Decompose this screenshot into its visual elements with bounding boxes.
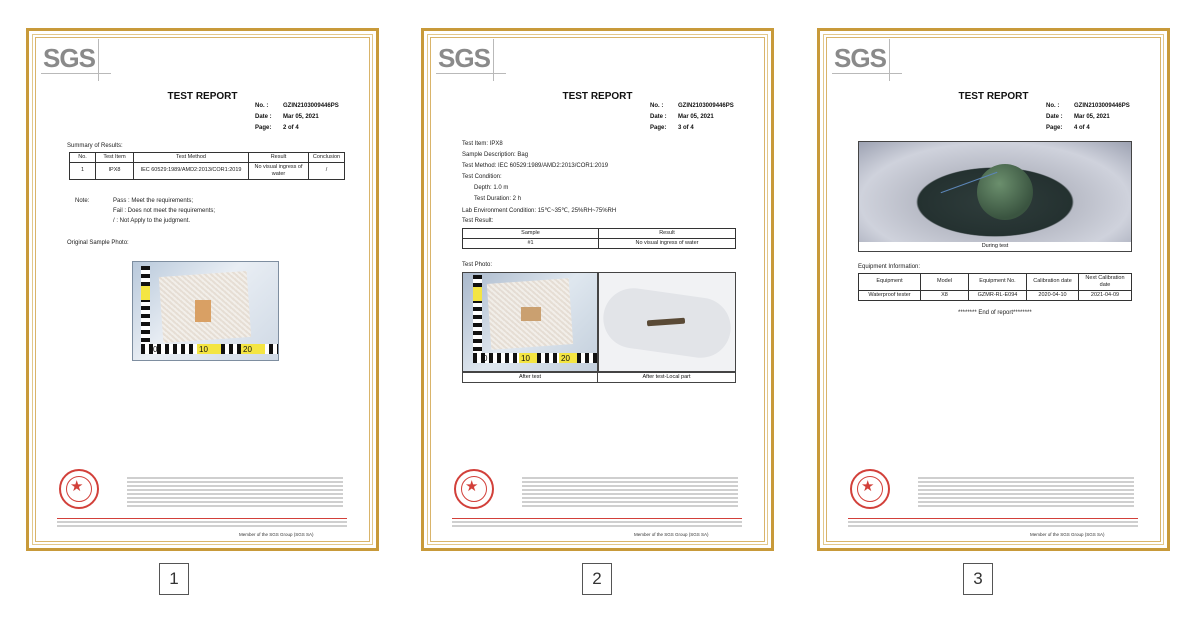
table-row xyxy=(463,238,736,248)
ruler-label: 0 xyxy=(483,354,488,363)
equipment-table xyxy=(858,273,1132,301)
footer-address xyxy=(848,521,1138,529)
table-cell: 2021-04-09 xyxy=(1079,290,1132,300)
table-header: Conclusion xyxy=(309,153,345,163)
table-cell: Waterproof tester xyxy=(859,290,921,300)
table-header: Test Method xyxy=(134,153,249,163)
ruler-marker xyxy=(141,286,150,300)
photo-heading: Original Sample Photo: xyxy=(67,240,129,246)
table-cell: No visual ingress of water xyxy=(599,238,736,248)
table-header: Next Calibration date xyxy=(1079,274,1132,291)
table-row xyxy=(70,162,345,179)
note-pass: Pass : Meet the requirements; xyxy=(113,198,194,204)
table-header: Equipment xyxy=(859,274,921,291)
table-cell: X8 xyxy=(921,290,969,300)
table-cell: #1 xyxy=(463,238,599,248)
report-page: Page: 3 of 4 xyxy=(650,125,694,131)
photo-heading: Test Photo: xyxy=(462,262,493,268)
report-page-1[interactable] xyxy=(26,28,379,551)
report-title: TEST REPORT xyxy=(562,91,633,102)
ruler-label: 20 xyxy=(561,354,570,363)
report-page: Page: 4 of 4 xyxy=(1046,125,1090,131)
table-header: Result xyxy=(599,229,736,239)
note-na: / : Not Apply to the judgment. xyxy=(113,218,191,224)
original-sample-photo xyxy=(132,261,279,361)
member-note: Member of the SGS Group (SGS SA) xyxy=(1030,532,1105,537)
during-test-photo xyxy=(858,141,1132,243)
report-date: Date : Mar 05, 2021 xyxy=(1046,114,1110,120)
table-header-row xyxy=(70,153,345,163)
report-page-3[interactable] xyxy=(817,28,1170,551)
company-seal: ★ xyxy=(59,469,99,509)
table-cell: IEC 60529:1989/AMD2:2013/COR1:2019 xyxy=(134,162,249,179)
footer-address xyxy=(57,521,347,529)
result-table xyxy=(462,228,736,249)
end-of-report: ******** End of report******** xyxy=(958,310,1032,316)
table-header: Calibration date xyxy=(1027,274,1079,291)
photo-caption: During test xyxy=(858,242,1132,252)
sample-description: Sample Description: Bag xyxy=(462,152,529,158)
report-title: TEST REPORT xyxy=(958,91,1029,102)
table-header: Equipment No. xyxy=(969,274,1027,291)
test-condition: Test Condition: xyxy=(462,174,502,180)
table-cell: / xyxy=(309,162,345,179)
table-header: Model xyxy=(921,274,969,291)
local-part-photo xyxy=(598,272,736,372)
footer-address xyxy=(452,521,742,529)
table-header: Test Item xyxy=(96,153,134,163)
footer-divider xyxy=(57,518,347,519)
report-number: No. : GZIN2103009446PS xyxy=(650,103,734,109)
company-seal: ★ xyxy=(850,469,890,509)
company-seal: ★ xyxy=(454,469,494,509)
report-title: TEST REPORT xyxy=(167,91,238,102)
sgs-logo: SGS xyxy=(43,43,105,77)
report-date: Date : Mar 05, 2021 xyxy=(255,114,319,120)
note-label: Note: xyxy=(75,198,90,204)
photo-caption: After test-Local part xyxy=(597,372,736,383)
member-note: Member of the SGS Group (SGS SA) xyxy=(239,532,314,537)
table-header: Sample xyxy=(463,229,599,239)
summary-heading: Summary of Results: xyxy=(67,143,123,149)
test-duration: Test Duration: 2 h xyxy=(474,196,522,202)
photo-caption: After test xyxy=(462,372,598,383)
after-test-photo xyxy=(462,272,598,372)
equipment-heading: Equipment Information: xyxy=(858,264,921,270)
lab-environment: Lab Environment Condition: 15℃~35℃, 25%RH~75%RH xyxy=(462,208,617,214)
page-number-box[interactable]: 3 xyxy=(963,563,993,595)
report-date: Date : Mar 05, 2021 xyxy=(650,114,714,120)
report-page: Page: 2 of 4 xyxy=(255,125,299,131)
disclaimer-text xyxy=(127,477,343,509)
test-depth: Depth: 1.0 m xyxy=(474,185,509,191)
table-cell: IPX8 xyxy=(96,162,134,179)
table-row xyxy=(859,290,1132,300)
footer-divider xyxy=(848,518,1138,519)
note-fail: Fail : Does not meet the requirements; xyxy=(113,208,216,214)
sample-tag xyxy=(195,300,211,322)
test-result-heading: Test Result: xyxy=(462,218,494,224)
ruler-label: 10 xyxy=(521,354,530,363)
table-header: Result xyxy=(249,153,309,163)
table-cell: GZMR-RL-E094 xyxy=(969,290,1027,300)
table-cell: 1 xyxy=(70,162,96,179)
member-note: Member of the SGS Group (SGS SA) xyxy=(634,532,709,537)
test-method: Test Method: IEC 60529:1989/AMD2:2013/COR1:2019 xyxy=(462,163,609,169)
report-number: No. : GZIN2103009446PS xyxy=(1046,103,1130,109)
table-header-row xyxy=(859,274,1132,291)
summary-table xyxy=(69,152,345,180)
report-page-2[interactable] xyxy=(421,28,774,551)
sgs-logo: SGS xyxy=(438,43,500,77)
sgs-logo: SGS xyxy=(834,43,896,77)
report-number: No. : GZIN2103009446PS xyxy=(255,103,339,109)
table-header-row xyxy=(463,229,736,239)
table-cell: 2020-04-10 xyxy=(1027,290,1079,300)
page-number-box[interactable]: 2 xyxy=(582,563,612,595)
ruler-label: 10 xyxy=(199,345,208,354)
ruler-label: 20 xyxy=(243,345,252,354)
table-cell: No visual ingress of water xyxy=(249,162,309,179)
page-number-box[interactable]: 1 xyxy=(159,563,189,595)
ruler-label: 0 xyxy=(153,345,158,354)
footer-divider xyxy=(452,518,742,519)
disclaimer-text xyxy=(918,477,1134,509)
disclaimer-text xyxy=(522,477,738,509)
table-header: No. xyxy=(70,153,96,163)
ruler-vertical xyxy=(141,266,150,346)
test-item: Test Item: IPX8 xyxy=(462,141,503,147)
